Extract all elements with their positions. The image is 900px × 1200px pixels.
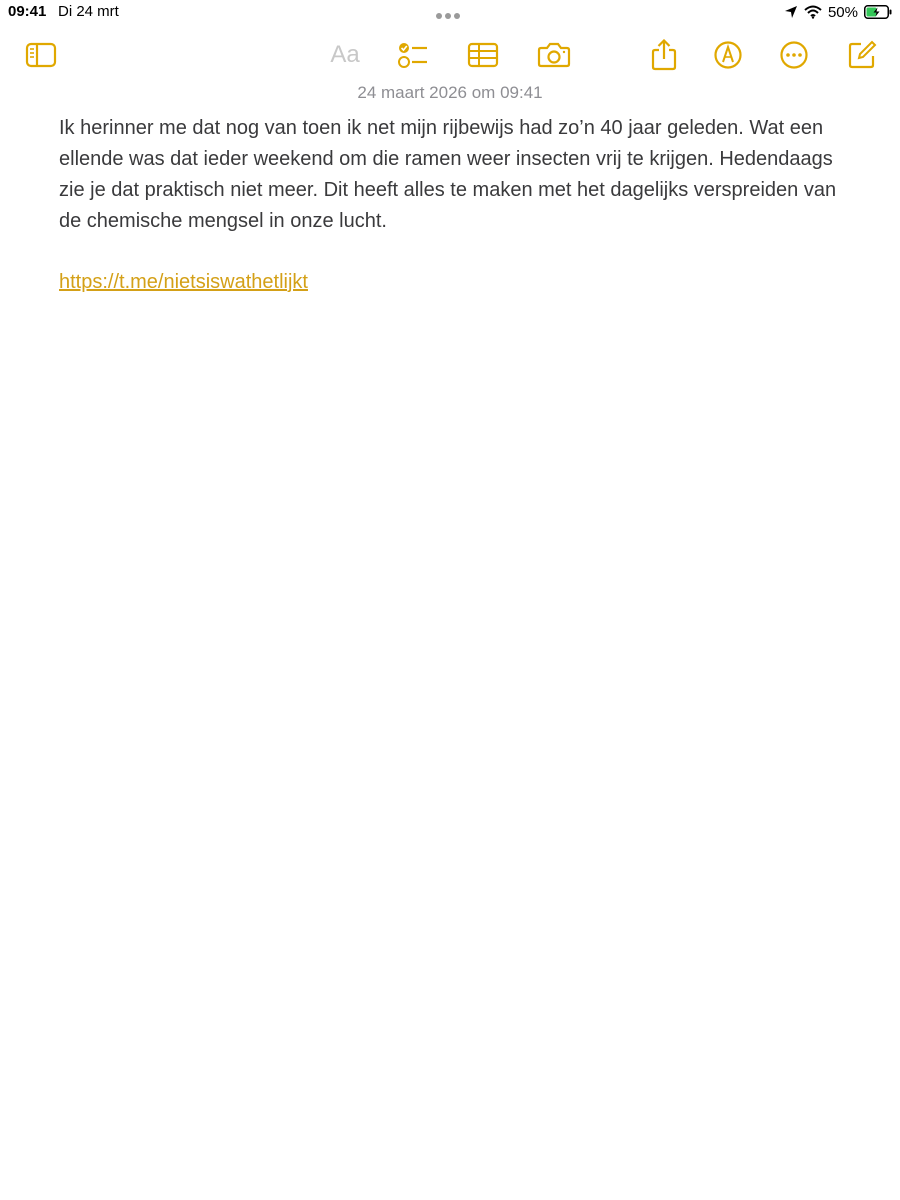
share-button[interactable] [647,38,681,72]
compose-button[interactable] [845,38,879,72]
table-button[interactable] [466,38,500,72]
note-text: Ik herinner me dat nog van toen ik net mijn rijbewijs had zo’n 40 jaar geleden. Wat een ellende was dat ieder weekend om die ramen weer insecten vrij te krijgen. Hedendaags zie je dat praktisch niet meer. Dit heeft alles te maken met het dagelijks verspreiden van de chemische mengsel in onze lucht. [59,117,837,232]
sidebar-toggle-button[interactable] [24,38,58,72]
camera-button[interactable] [537,38,571,72]
table-icon [467,42,499,68]
note-link[interactable]: https://t.me/nietsiswathetlijkt [59,271,308,293]
compose-icon [847,40,877,70]
format-button[interactable] [325,38,365,72]
checklist-button[interactable] [396,38,430,72]
status-time: 09:41 [8,3,47,20]
note-body[interactable] [59,113,849,237]
markup-pen-icon [713,40,743,70]
note-date: 24 maart 2026 om 09:41 [357,83,543,102]
location-arrow-icon [784,5,798,19]
multitasking-dots-icon[interactable] [436,6,464,16]
share-icon [650,39,678,71]
battery-percent: 50% [827,3,858,21]
checklist-icon [397,41,429,69]
battery-charging-icon [864,5,892,19]
markup-button[interactable] [711,38,745,72]
more-button[interactable] [777,38,811,72]
status-date: Di 24 mrt [58,3,119,20]
wifi-icon [804,5,822,19]
more-ellipsis-icon [779,40,809,70]
notes-toolbar [0,30,900,80]
format-label: Aa [330,41,360,68]
sidebar-toggle-icon [25,42,57,68]
camera-icon [537,42,571,68]
status-indicators [784,2,892,22]
status-bar [0,0,900,26]
